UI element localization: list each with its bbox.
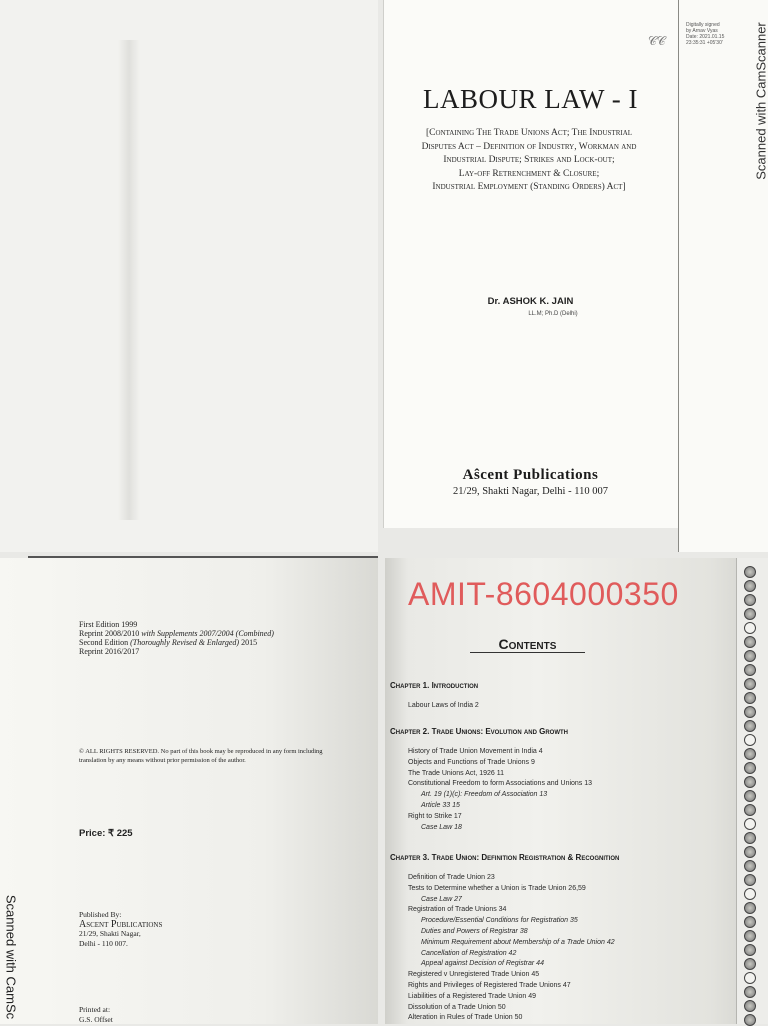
- toc-entry: Dissolution of a Trade Union 50: [408, 1003, 506, 1011]
- binding-ring-icon: [744, 748, 756, 760]
- toc-entry: Constitutional Freedom to form Associations and Unions 13: [408, 780, 593, 788]
- chapter-heading: Chapter 3. Trade Union: Definition Registration & Recognition: [390, 853, 620, 862]
- binding-ring-icon: [744, 860, 756, 872]
- toc-subentry: Art. 19 (1)(c): Freedom of Association 13: [421, 791, 548, 799]
- binding-ring-icon: [744, 986, 756, 998]
- binding-ring-icon: [744, 916, 756, 928]
- binding-ring-icon: [744, 678, 756, 690]
- blank-left-page: [0, 0, 378, 552]
- price: Price: ₹ 225: [79, 828, 133, 839]
- publisher-name: Aŝcent Publications: [462, 467, 599, 483]
- binding-ring-icon: [744, 706, 756, 718]
- binding-ring-icon: [744, 874, 756, 886]
- toc-subentry: Procedure/Essential Conditions for Registration 35: [421, 917, 578, 925]
- signature-line: 23:35:31 +05'30': [686, 40, 723, 46]
- latest-reprint: Reprint 2016/2017: [79, 647, 140, 656]
- binding-ring-icon: [744, 1000, 756, 1012]
- binding-ring-icon: [744, 888, 756, 900]
- publisher-address: 21/29, Shakti Nagar, Delhi - 110 007: [453, 486, 608, 497]
- binding-ring-icon: [744, 902, 756, 914]
- published-by-block: [79, 910, 162, 948]
- toc-subentry: Case Law 18: [421, 823, 462, 831]
- contents-heading: Contents: [470, 636, 585, 653]
- chapter-heading: Chapter 1. Introduction: [390, 681, 479, 690]
- book-title: LABOUR LAW - I: [422, 84, 639, 114]
- reprint-line: Reprint 2008/2010 with Supplements 2007/2004 (Combined): [79, 629, 274, 638]
- imprint-address-line: Delhi - 110 007.: [79, 938, 128, 948]
- binding-ring-icon: [744, 650, 756, 662]
- toc-entry: Liabilities of a Registered Trade Union 49: [408, 992, 537, 1000]
- binding-ring-icon: [744, 608, 756, 620]
- title-page: [383, 0, 679, 528]
- binding-ring-icon: [744, 944, 756, 956]
- author-name: Dr. ASHOK K. JAIN: [487, 296, 574, 307]
- toc-entry: Definition of Trade Union 23: [408, 874, 495, 881]
- binding-ring-icon: [744, 566, 756, 578]
- binding-ring-icon: [744, 622, 756, 634]
- subtitle-line: Lay-off Retrenchment & Closure;: [458, 168, 600, 179]
- camscanner-watermark-bottom: Scanned with CamSc: [3, 894, 19, 1020]
- binding-ring-icon: [744, 636, 756, 648]
- binding-ring-icon: [744, 818, 756, 830]
- binding-ring-icon: [744, 804, 756, 816]
- toc-entry: Registration of Trade Unions 34: [408, 906, 507, 914]
- binding-ring-icon: [744, 930, 756, 942]
- binding-ring-icon: [744, 972, 756, 984]
- camscanner-watermark-top: Scanned with CamScanner: [753, 21, 768, 180]
- toc-entry: Alteration in Rules of Trade Union 50: [408, 1014, 523, 1022]
- toc-subentry: Article 33 15: [421, 802, 460, 809]
- subtitle-line: Industrial Employment (Standing Orders) Act]: [432, 182, 626, 192]
- edition-history: [79, 620, 274, 656]
- binding-ring-icon: [744, 580, 756, 592]
- binding-ring-icon: [744, 762, 756, 774]
- binding-ring-icon: [744, 692, 756, 704]
- binding-ring-icon: [744, 790, 756, 802]
- toc-entry: Labour Laws of India 2: [408, 702, 479, 709]
- toc-entry: Rights and Privileges of Registered Trade Unions 47: [408, 982, 571, 989]
- toc-entry: Registered v Unregistered Trade Union 45: [408, 971, 540, 979]
- signature-mark: 𝒞𝒞: [648, 34, 666, 48]
- signature-line: by Arnav Vyas: [686, 28, 718, 34]
- signature-line: Digitally signed: [686, 22, 720, 28]
- toc-entry: Tests to Determine whether a Union is Trade Union 26,59: [408, 884, 586, 892]
- toc-subentry: Case Law 27: [421, 895, 462, 903]
- binding-ring-icon: [744, 832, 756, 844]
- contact-stamp: AMIT-8604000350: [408, 576, 679, 612]
- printer-name: G.S. Offset: [79, 1014, 113, 1024]
- toc-subentry: Minimum Requirement about Membership of a Trade Union 42: [421, 938, 615, 946]
- book-subtitle: [393, 127, 665, 195]
- first-edition: First Edition 1999: [79, 620, 138, 629]
- subtitle-line: [Containing The Trade Unions Act; The Industrial: [425, 128, 633, 138]
- second-edition: Second Edition (Thoroughly Revised & Enlarged) 2015: [79, 638, 258, 647]
- subtitle-line: Disputes Act – Definition of Industry, Workman and: [421, 141, 637, 152]
- printed-at-block: [79, 1005, 113, 1024]
- binding-ring-icon: [744, 734, 756, 746]
- binding-ring-icon: [744, 1014, 756, 1026]
- toc-entry: Objects and Functions of Trade Unions 9: [408, 758, 535, 766]
- binding-ring-icon: [744, 720, 756, 732]
- author-degrees: LL.M; Ph.D (Delhi): [528, 311, 578, 317]
- binding-ring-icon: [744, 846, 756, 858]
- toc-entry: History of Trade Union Movement in India 4: [408, 748, 543, 755]
- toc-subentry: Cancellation of Registration 42: [421, 949, 517, 957]
- imprint-publisher-name: Ascent Publications: [79, 918, 163, 930]
- binding-ring-icon: [744, 958, 756, 970]
- binding-ring-icon: [744, 664, 756, 676]
- signature-line: Date: 2021.01.15: [686, 34, 725, 40]
- subtitle-line: Industrial Dispute; Strikes and Lock-out;: [443, 155, 615, 165]
- printed-at-label: Printed at:: [79, 1005, 111, 1014]
- published-by-label: Published By:: [79, 910, 122, 919]
- chapter-heading: Chapter 2. Trade Unions: Evolution and Growth: [390, 727, 569, 736]
- toc-subentry: Appeal against Decision of Registrar 44: [421, 960, 544, 968]
- rights-notice: © ALL RIGHTS RESERVED. No part of this book may be reproduced in any form including translation by any means without prior permission of the author.: [79, 748, 323, 764]
- toc-subentry: Duties and Powers of Registrar 38: [421, 928, 528, 935]
- binding-ring-icon: [744, 594, 756, 606]
- imprint-address-line: 21/29, Shakti Nagar,: [79, 929, 141, 938]
- toc-entry: Right to Strike 17: [408, 812, 462, 820]
- binding-ring-icon: [744, 776, 756, 788]
- digital-signature: [686, 22, 744, 46]
- toc-entry: The Trade Unions Act, 1926 11: [408, 769, 504, 777]
